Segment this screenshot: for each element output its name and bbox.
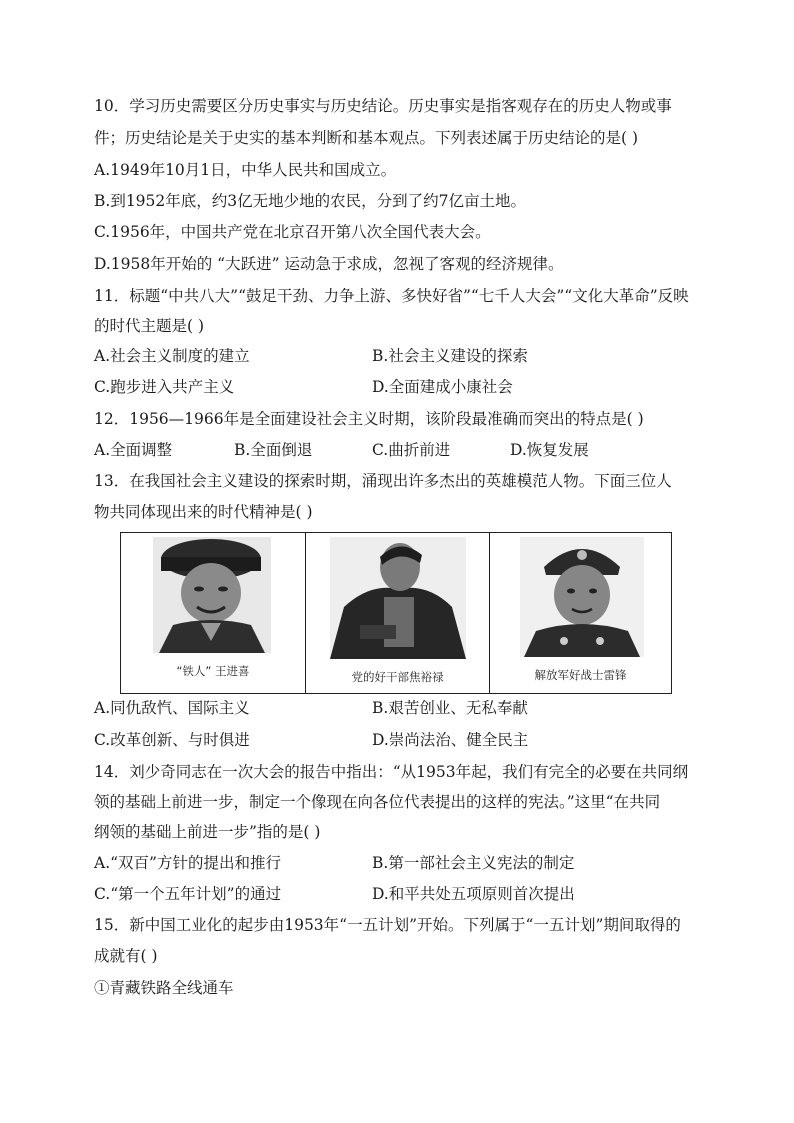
- portrait-caption-1: “铁人” 王进喜: [176, 664, 250, 678]
- q14-stem-line1: 14．刘少奇同志在一次大会的报告中指出：“从1953年起，我们有完全的必要在共同纲: [94, 763, 689, 781]
- q10-option-d: D.1958年开始的 “大跃进” 运动急于求成，忽视了客观的经济规律。: [94, 255, 564, 273]
- q12-option-b: B.全面倒退: [234, 441, 313, 459]
- portrait-image-1: [153, 537, 271, 653]
- q13-option-d: D.崇尚法治、健全民主: [372, 731, 529, 749]
- q11-option-d: D.全面建成小康社会: [372, 378, 513, 396]
- q10-stem-line1: 10．学习历史需要区分历史事实与历史结论。历史事实是指客观存在的历史人物或事: [94, 97, 672, 115]
- q11-option-b: B.社会主义建设的探索: [372, 347, 528, 365]
- q11-stem-line2: 的时代主题是( ): [94, 317, 205, 335]
- q14-stem-line2: 领的基础上前进一步，制定一个像现在向各位代表提出的这样的宪法。”这里“在共同: [94, 793, 661, 811]
- q11-option-c: C.跑步进入共产主义: [94, 378, 235, 396]
- portrait-cell-3: [489, 533, 671, 693]
- q15-stem-line2: 成就有( ): [94, 947, 158, 965]
- portrait-cell-1: [121, 533, 305, 693]
- q13-option-a: A.同仇敌忾、国际主义: [94, 699, 250, 717]
- portrait-cell-2: [305, 533, 489, 693]
- q14-option-c: C.“第一个五年计划”的通过: [94, 885, 282, 903]
- q14-stem-line3: 纲领的基础上前进一步”指的是( ): [94, 823, 321, 841]
- q13-stem-line1: 13．在我国社会主义建设的探索时期，涌现出许多杰出的英雄模范人物。下面三位人: [94, 472, 672, 490]
- q11-option-a: A.社会主义制度的建立: [94, 347, 250, 365]
- q10-option-b: B.到1952年底，约3亿无地少地的农民，分到了约7亿亩土地。: [94, 192, 526, 210]
- q12-option-d: D.恢复发展: [510, 441, 589, 459]
- q15-item-1: ①青藏铁路全线通车: [94, 979, 234, 997]
- portrait-caption-2: 党的好干部焦裕禄: [351, 670, 444, 684]
- q10-option-c: C.1956年，中国共产党在北京召开第八次全国代表大会。: [94, 223, 491, 241]
- q11-stem-line1: 11．标题“中共八大”“鼓足干劲、力争上游、多快好省”“七千人大会”“文化大革命”反映: [94, 287, 689, 305]
- q13-stem-line2: 物共同体现出来的时代精神是( ): [94, 503, 313, 521]
- q14-option-a: A.“双百”方针的提出和推行: [94, 854, 281, 872]
- q12-stem: 12．1956—1966年是全面建设社会主义时期，该阶段最准确而突出的特点是( ): [94, 410, 644, 428]
- q13-option-b: B.艰苦创业、无私奉献: [372, 699, 528, 717]
- q15-stem-line1: 15．新中国工业化的起步由1953年“一五计划”开始。下列属于“一五计划”期间取得的: [94, 916, 681, 934]
- q10-stem-line2: 件；历史结论是关于史实的基本判断和基本观点。下列表述属于历史结论的是( ): [94, 129, 639, 147]
- q10-option-a: A.1949年10月1日，中华人民共和国成立。: [94, 161, 397, 179]
- q14-option-b: B.第一部社会主义宪法的制定: [372, 854, 575, 872]
- portrait-caption-3: 解放军好战士雷锋: [534, 668, 627, 682]
- q14-option-d: D.和平共处五项原则首次提出: [372, 885, 575, 903]
- q13-option-c: C.改革创新、与时俱进: [94, 731, 250, 749]
- portrait-image-2: [330, 537, 466, 659]
- q12-option-a: A.全面调整: [94, 441, 173, 459]
- q12-option-c: C.曲折前进: [372, 441, 451, 459]
- portrait-image-3: [520, 537, 644, 657]
- portrait-figure: [120, 532, 672, 694]
